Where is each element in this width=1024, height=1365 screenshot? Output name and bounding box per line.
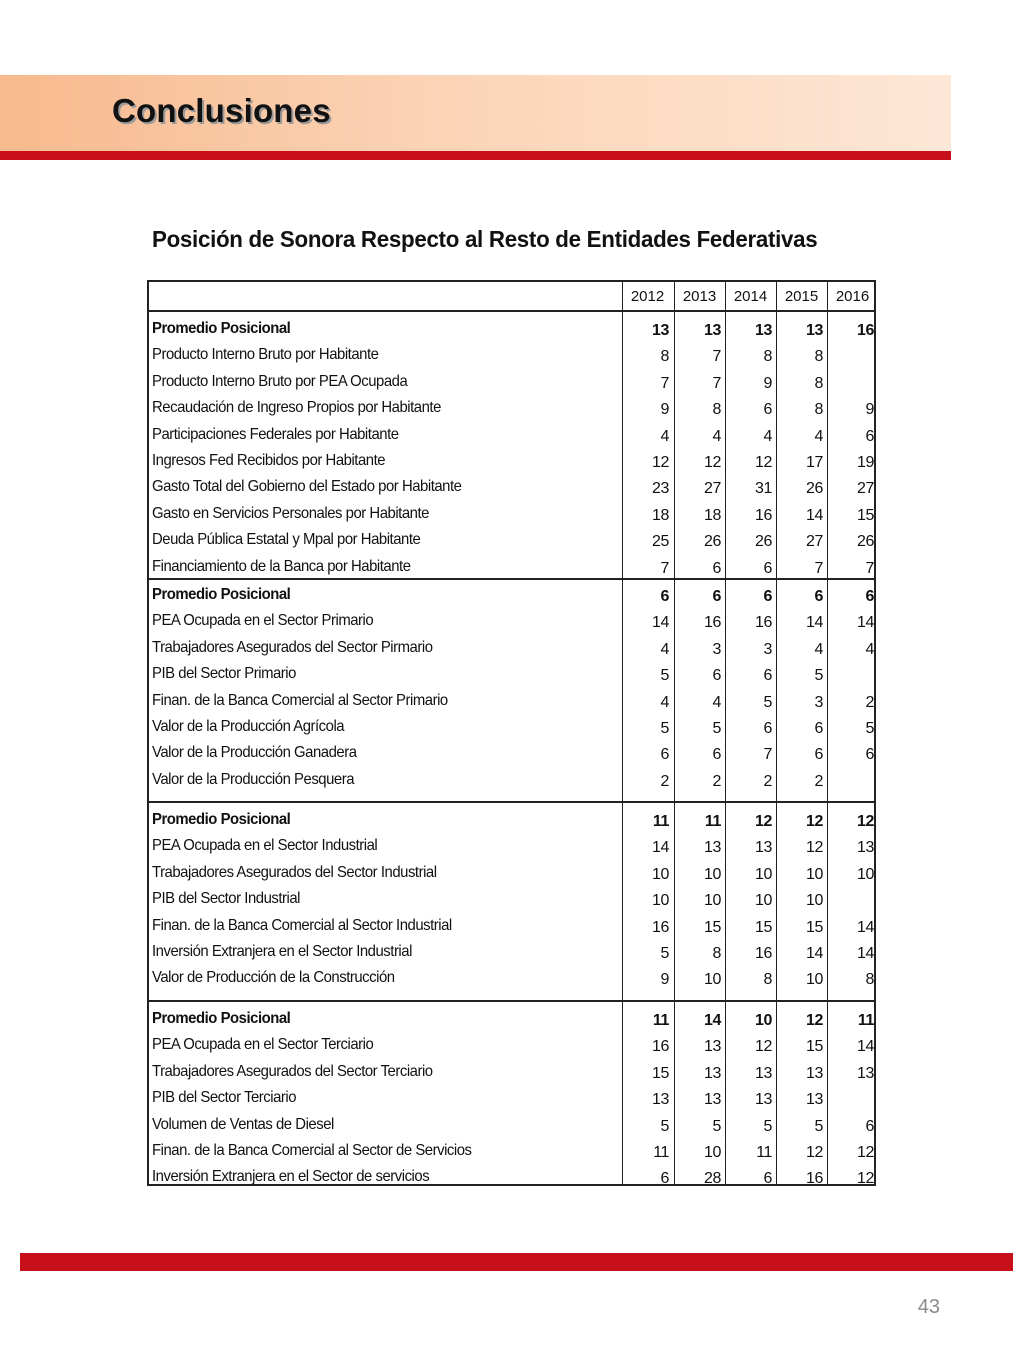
row-value: 13 (704, 1091, 721, 1109)
row-value: 14 (806, 614, 823, 632)
row-label: Finan. de la Banca Comercial al Sector Industrial (152, 916, 452, 934)
row-value: 4 (814, 427, 823, 445)
table-row (149, 965, 874, 991)
row-value: 13 (755, 1091, 772, 1109)
row-label: Ingresos Fed Recibidos por Habitante (152, 452, 386, 469)
row-value: 6 (763, 588, 772, 605)
row-value: 6 (712, 746, 721, 764)
section-divider (149, 1000, 874, 1002)
row-value: 2 (763, 772, 772, 790)
row-value: 31 (755, 480, 772, 498)
row-value: 8 (712, 401, 721, 419)
table-row (149, 688, 874, 714)
row-value: 6 (712, 667, 721, 685)
row-value: 14 (857, 614, 874, 632)
row-value: 19 (857, 454, 874, 471)
row-label: PIB del Sector Terciario (152, 1089, 297, 1107)
row-value: 13 (857, 839, 874, 857)
row-value: 7 (763, 746, 772, 764)
row-value: 6 (763, 401, 772, 419)
year-header: 2014 (733, 288, 768, 305)
row-value: 6 (814, 588, 823, 605)
row-value: 14 (652, 614, 669, 632)
row-value: 6 (814, 746, 823, 764)
row-value: 5 (660, 667, 669, 685)
row-value: 26 (704, 533, 721, 551)
year-header: 2016 (835, 288, 870, 305)
row-value: 23 (652, 480, 669, 498)
table-row (149, 767, 874, 793)
table-row (149, 342, 874, 368)
row-value: 6 (763, 720, 772, 737)
row-label: Inversión Extranjera en el Sector Industrial (152, 943, 412, 960)
table-row (149, 1112, 874, 1138)
table-row (149, 448, 874, 474)
row-label: Financiamiento de la Banca por Habitante (152, 557, 411, 575)
row-value: 12 (755, 454, 772, 471)
table-row (149, 1032, 874, 1058)
table-row (149, 1085, 874, 1111)
row-value: 16 (755, 614, 772, 632)
row-value: 10 (652, 892, 669, 910)
row-value: 8 (660, 348, 669, 366)
row-value: 3 (712, 640, 721, 658)
row-value: 26 (857, 533, 874, 551)
row-label: PEA Ocupada en el Sector Primario (152, 612, 374, 630)
row-value: 13 (704, 1064, 721, 1082)
page-title: Conclusiones (112, 92, 331, 129)
row-value: 6 (865, 1117, 874, 1135)
row-value: 15 (755, 918, 772, 936)
table-row (149, 740, 874, 766)
row-label: Inversión Extranjera en el Sector de servicios (152, 1168, 430, 1186)
row-value: 8 (814, 348, 823, 366)
page-number: 43 (917, 1296, 940, 1318)
row-value: 10 (652, 865, 669, 883)
row-value: 13 (652, 1091, 669, 1109)
row-value: 14 (806, 945, 823, 962)
table-row (149, 1059, 874, 1085)
row-value: 16 (806, 1170, 823, 1188)
table-row (149, 860, 874, 886)
row-value: 6 (763, 559, 772, 577)
row-value: 5 (763, 693, 772, 711)
row-value: 12 (652, 454, 669, 471)
row-value: 16 (857, 322, 874, 339)
row-label: Promedio Posicional (152, 586, 291, 603)
row-value: 13 (652, 322, 669, 339)
row-value: 8 (814, 401, 823, 419)
row-value: 12 (806, 813, 823, 830)
row-value: 13 (755, 322, 772, 339)
row-value: 8 (814, 374, 823, 392)
row-label: Promedio Posicional (152, 1010, 291, 1027)
row-value: 12 (704, 454, 721, 471)
table-row (149, 913, 874, 939)
table-row (149, 661, 874, 687)
row-value: 15 (704, 918, 721, 936)
row-value: 10 (755, 1012, 772, 1029)
table-row (149, 395, 874, 421)
row-label: Producto Interno Bruto por Habitante (152, 346, 379, 364)
table-row (149, 939, 874, 965)
row-value: 27 (806, 533, 823, 551)
row-label: Recaudación de Ingreso Propios por Habitante (152, 399, 441, 417)
row-value: 13 (806, 1091, 823, 1109)
row-value: 28 (704, 1170, 721, 1188)
table-row (149, 474, 874, 500)
row-value: 11 (652, 1012, 669, 1029)
row-value: 26 (806, 480, 823, 498)
table-row (149, 554, 874, 580)
row-value: 13 (806, 322, 823, 339)
row-value: 16 (755, 506, 772, 524)
row-value: 5 (865, 720, 874, 737)
row-value: 27 (704, 480, 721, 498)
row-value: 16 (652, 1038, 669, 1056)
row-value: 10 (755, 892, 772, 910)
row-value: 26 (755, 533, 772, 551)
row-label: PIB del Sector Industrial (152, 890, 301, 908)
row-value: 5 (763, 1117, 772, 1135)
table-row (149, 608, 874, 634)
row-value: 10 (755, 865, 772, 883)
row-value: 4 (660, 693, 669, 711)
row-value: 5 (660, 945, 669, 962)
row-value: 27 (857, 480, 874, 498)
row-value: 10 (806, 865, 823, 883)
row-value: 6 (712, 588, 721, 605)
average-row (149, 807, 874, 833)
row-value: 9 (660, 971, 669, 989)
row-value: 12 (806, 839, 823, 857)
row-value: 3 (814, 693, 823, 711)
row-value: 10 (704, 1144, 721, 1161)
row-label: Valor de Producción de la Construcción (152, 969, 395, 987)
row-value: 10 (806, 892, 823, 910)
table-row (149, 1164, 874, 1190)
row-label: Gasto Total del Gobierno del Estado por Habitante (152, 478, 462, 496)
row-value: 2 (865, 693, 874, 711)
ranking-table (147, 280, 876, 1186)
year-header: 2012 (630, 288, 665, 305)
row-value: 6 (660, 746, 669, 764)
row-label: Valor de la Producción Ganadera (152, 744, 357, 762)
row-value: 13 (704, 839, 721, 857)
row-value: 4 (660, 427, 669, 445)
row-value: 12 (806, 1012, 823, 1029)
row-value: 18 (704, 506, 721, 524)
row-value: 13 (806, 1064, 823, 1082)
row-label: Finan. de la Banca Comercial al Sector Primario (152, 691, 448, 709)
row-value: 16 (704, 614, 721, 632)
row-value: 6 (660, 588, 669, 605)
row-value: 12 (857, 813, 874, 830)
row-value: 13 (755, 839, 772, 857)
row-value: 12 (857, 1170, 874, 1188)
row-value: 17 (806, 454, 823, 471)
table-row (149, 501, 874, 527)
row-value: 15 (806, 1038, 823, 1056)
row-label: Valor de la Producción Agrícola (152, 718, 345, 735)
row-value: 9 (763, 374, 772, 392)
row-value: 10 (857, 865, 874, 883)
row-value: 2 (814, 772, 823, 790)
row-value: 3 (763, 640, 772, 658)
row-value: 15 (652, 1064, 669, 1082)
row-value: 12 (857, 1144, 874, 1161)
row-value: 6 (865, 427, 874, 445)
table-row (149, 635, 874, 661)
row-value: 11 (756, 1144, 772, 1161)
row-value: 8 (712, 945, 721, 962)
year-header: 2015 (784, 288, 819, 305)
row-value: 10 (704, 971, 721, 989)
row-value: 10 (704, 865, 721, 883)
row-value: 7 (865, 559, 874, 577)
row-value: 14 (857, 945, 874, 962)
row-value: 6 (865, 588, 874, 605)
row-label: Gasto en Servicios Personales por Habitante (152, 504, 429, 522)
row-value: 15 (806, 918, 823, 936)
row-value: 16 (755, 945, 772, 962)
row-value: 16 (652, 918, 669, 936)
row-value: 7 (814, 559, 823, 577)
row-value: 10 (806, 971, 823, 989)
row-value: 15 (857, 506, 874, 524)
row-label: PEA Ocupada en el Sector Industrial (152, 837, 378, 855)
row-value: 8 (763, 348, 772, 366)
row-label: Deuda Pública Estatal y Mpal por Habitante (152, 531, 421, 549)
row-value: 5 (712, 1117, 721, 1135)
row-value: 11 (857, 1012, 874, 1029)
row-label: Promedio Posicional (152, 320, 291, 337)
row-value: 13 (857, 1064, 874, 1082)
section-divider (149, 801, 874, 803)
row-label: Trabajadores Asegurados del Sector Terciario (152, 1062, 433, 1080)
row-value: 6 (763, 1170, 772, 1188)
row-value: 2 (660, 772, 669, 790)
average-row (149, 1006, 874, 1032)
row-value: 5 (660, 720, 669, 737)
average-row (149, 316, 874, 342)
table-header-row (149, 282, 874, 312)
row-value: 13 (704, 322, 721, 339)
footer-red-rule (20, 1253, 1013, 1271)
row-value: 4 (814, 640, 823, 658)
row-value: 9 (865, 401, 874, 419)
row-label: Promedio Posicional (152, 811, 291, 828)
row-value: 4 (763, 427, 772, 445)
year-header: 2013 (682, 288, 717, 305)
row-label: PIB del Sector Primario (152, 665, 296, 683)
row-label: Volumen de Ventas de Diesel (152, 1115, 334, 1133)
row-label: Trabajadores Asegurados del Sector Pirmario (152, 638, 433, 656)
row-label: Participaciones Federales por Habitante (152, 425, 399, 443)
row-value: 12 (755, 1038, 772, 1056)
row-value: 14 (704, 1012, 721, 1029)
row-value: 8 (865, 971, 874, 989)
row-value: 4 (865, 640, 874, 658)
row-value: 13 (755, 1064, 772, 1082)
row-value: 8 (763, 971, 772, 989)
row-value: 6 (763, 667, 772, 685)
header-red-rule (0, 151, 951, 160)
row-value: 5 (660, 1117, 669, 1135)
row-value: 4 (712, 693, 721, 711)
table-row (149, 714, 874, 740)
row-value: 12 (806, 1144, 823, 1161)
row-value: 7 (712, 374, 721, 392)
row-value: 7 (712, 348, 721, 366)
row-value: 6 (865, 746, 874, 764)
row-value: 11 (652, 813, 669, 830)
row-value: 4 (660, 640, 669, 658)
table-title: Posición de Sonora Respecto al Resto de Entidades Federativas (152, 226, 818, 252)
row-value: 5 (814, 667, 823, 685)
row-value: 18 (652, 506, 669, 524)
row-value: 14 (857, 1038, 874, 1056)
row-value: 6 (814, 720, 823, 737)
row-value: 10 (704, 892, 721, 910)
table-row (149, 1138, 874, 1164)
row-value: 2 (712, 772, 721, 790)
row-value: 6 (660, 1170, 669, 1188)
row-value: 14 (857, 918, 874, 936)
row-value: 12 (755, 813, 772, 830)
row-value: 13 (704, 1038, 721, 1056)
row-value: 7 (660, 559, 669, 577)
row-value: 4 (712, 427, 721, 445)
average-row (149, 582, 874, 608)
row-label: Finan. de la Banca Comercial al Sector de Servicios (152, 1142, 472, 1159)
row-label: Trabajadores Asegurados del Sector Industrial (152, 863, 437, 881)
row-value: 6 (712, 559, 721, 577)
table-row (149, 527, 874, 553)
row-value: 5 (712, 720, 721, 737)
row-value: 11 (653, 1144, 669, 1161)
row-value: 25 (652, 533, 669, 551)
table-row (149, 369, 874, 395)
row-value: 14 (652, 839, 669, 857)
row-value: 5 (814, 1117, 823, 1135)
table-row (149, 422, 874, 448)
row-value: 11 (704, 813, 721, 830)
table-row (149, 886, 874, 912)
row-label: Valor de la Producción Pesquera (152, 770, 355, 788)
table-row (149, 833, 874, 859)
row-value: 14 (806, 506, 823, 524)
row-label: Producto Interno Bruto por PEA Ocupada (152, 372, 408, 390)
row-value: 7 (660, 374, 669, 392)
row-value: 9 (660, 401, 669, 419)
row-label: PEA Ocupada en el Sector Terciario (152, 1036, 374, 1054)
